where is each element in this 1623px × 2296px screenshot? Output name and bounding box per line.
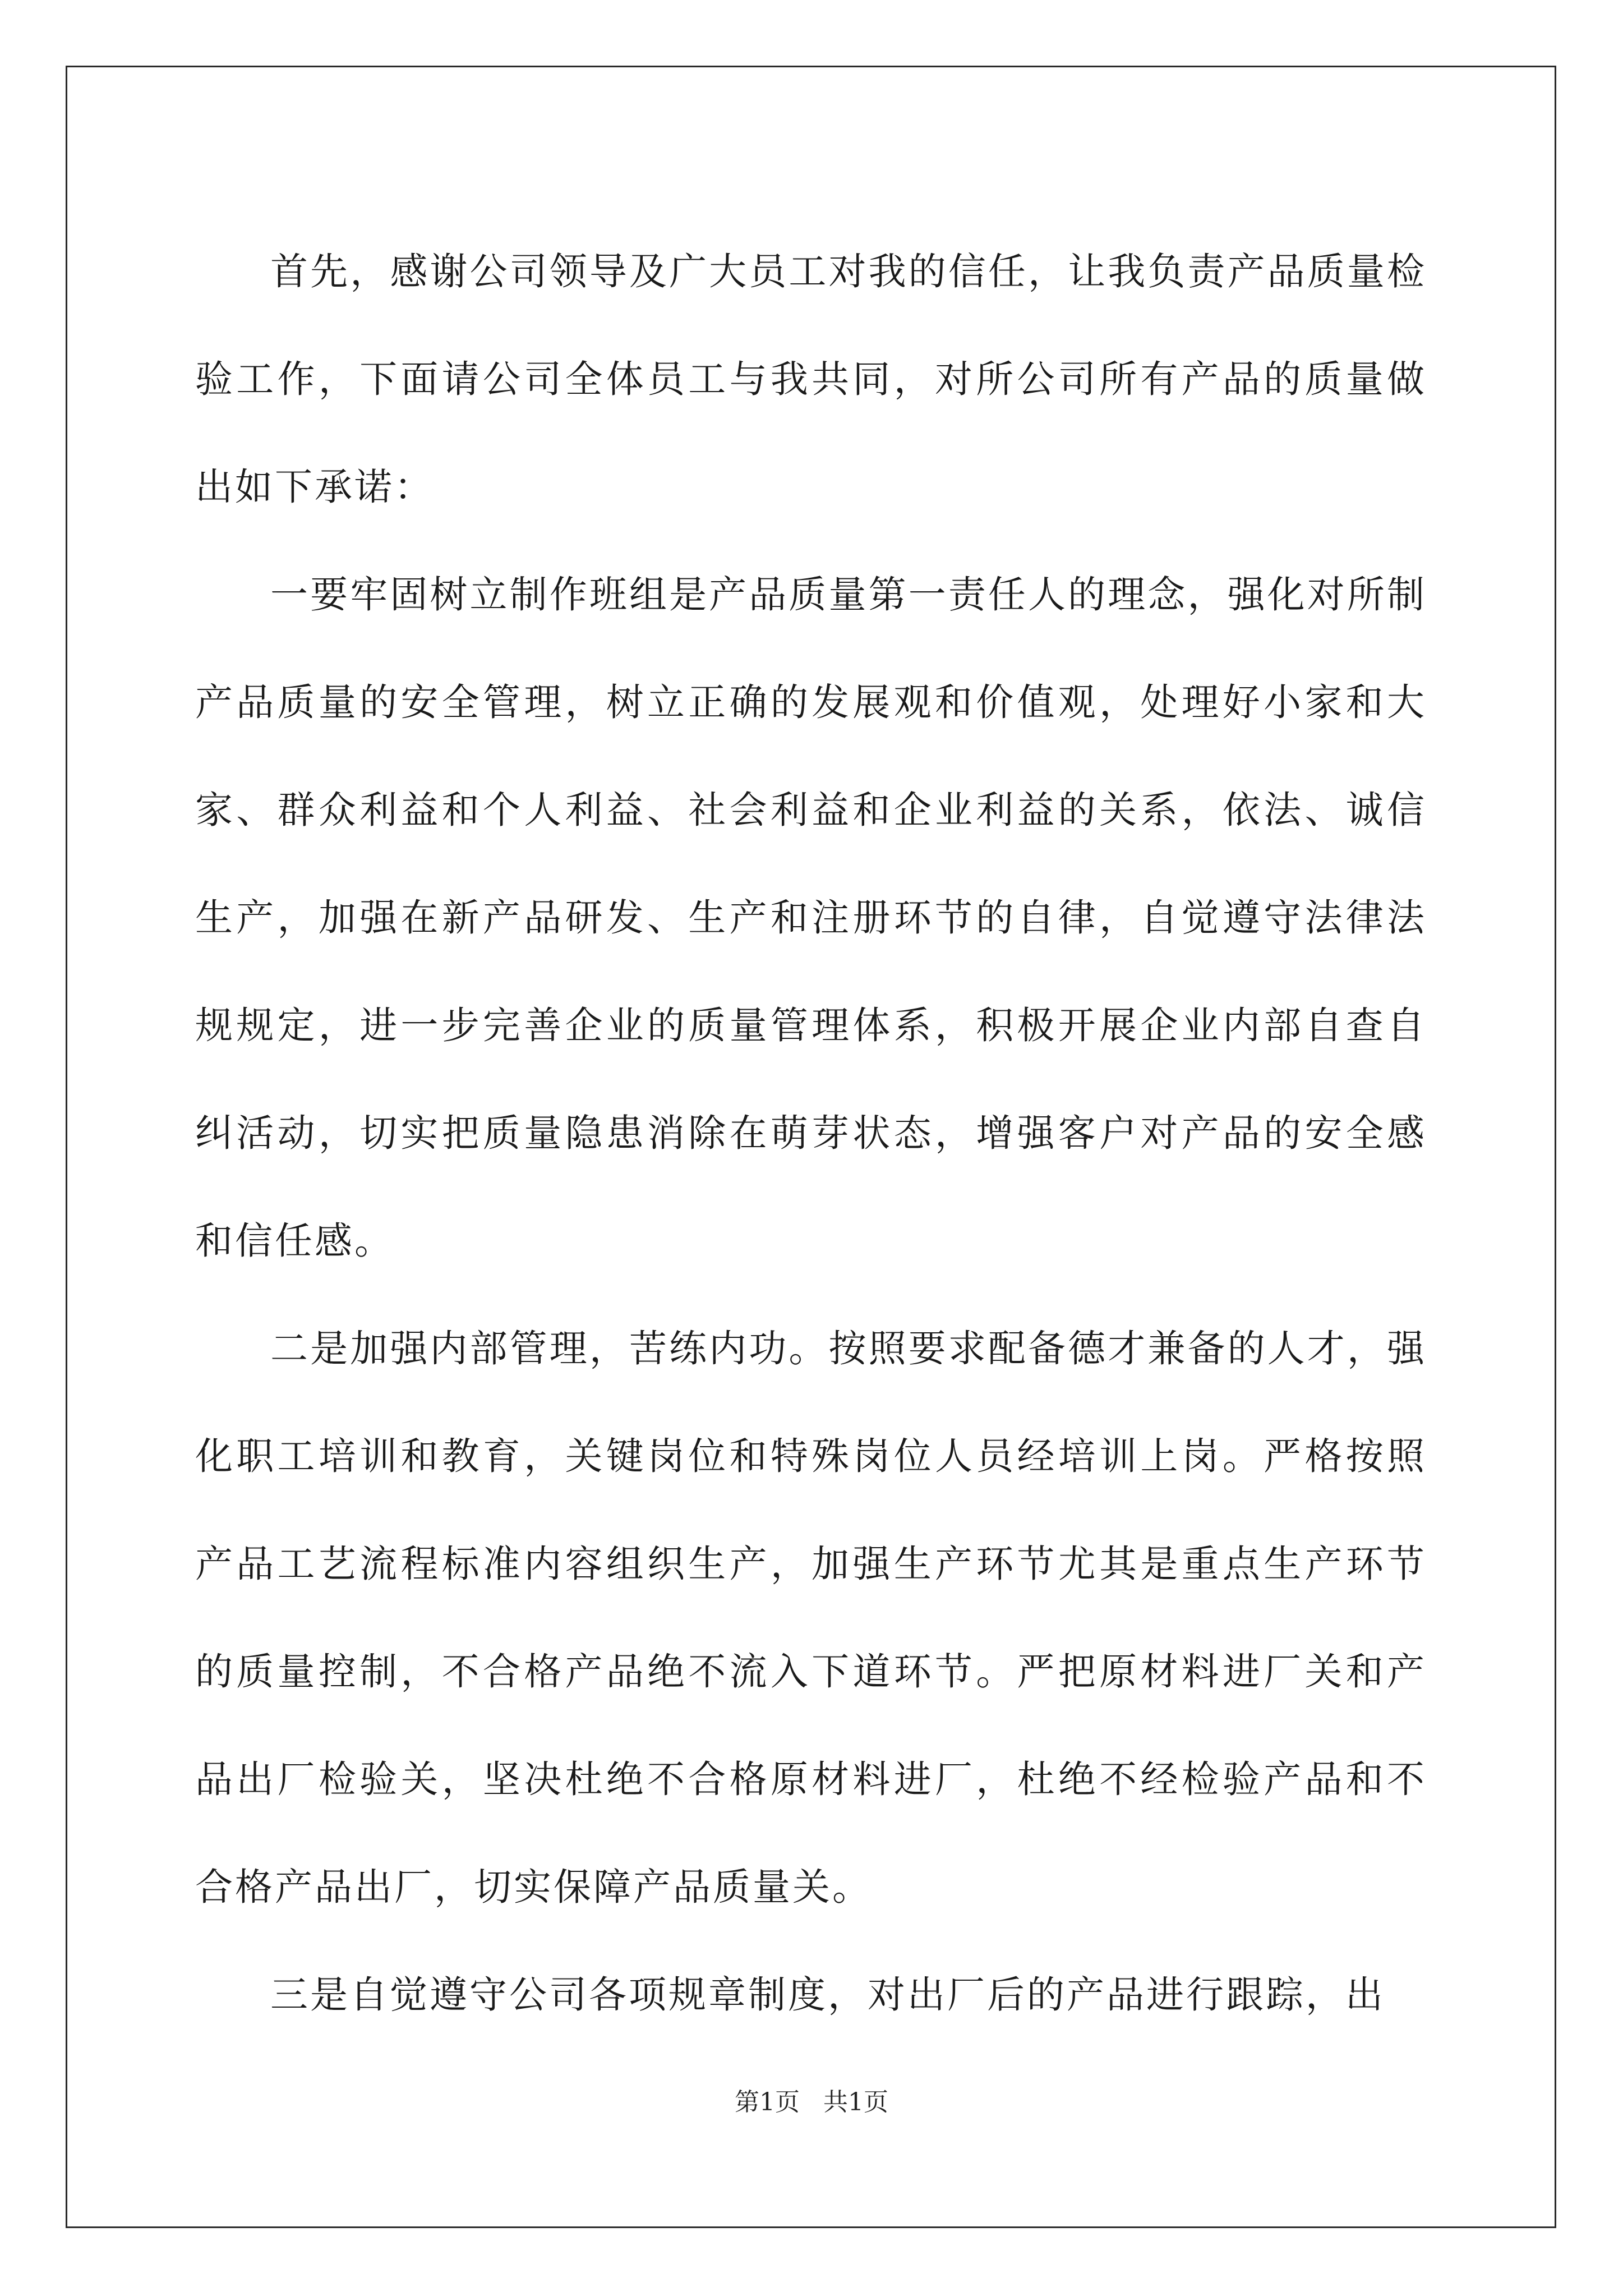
paragraph-point-three: 三是自觉遵守公司各项规章制度，对出厂后的产品进行跟踪，出 bbox=[270, 1973, 1385, 2017]
paragraph-point-one: 一要牢固树立制作班组是产品质量第一责任人的理念，强化对所制产品质量的安全管理，树立正确的发展观和价值观，处理好小家和大家、群众利益和个人利益、社会利益和企业利益的关系，依法、诚信生产，加强在新产品研发、生产和注册环节的自律，自觉遵守法律法规规定，进一步完善企业的质量管理体系，积极开展企业内部自查自纠活动，切实把质量隐患消除在萌芽状态，增强客户对产品的安全感和信任感。 bbox=[195, 573, 1427, 1263]
document-body bbox=[195, 218, 1427, 2049]
paragraph-point-two: 二是加强内部管理，苦练内功。按照要求配备德才兼备的人才，强化职工培训和教育，关键岗位和特殊岗位人员经培训上岗。严格按照产品工艺流程标准内容组织生产，加强生产环节尤其是重点生产环节的质量控制，不合格产品绝不流入下道环节。严把原材料进厂关和产品出厂检验关，坚决杜绝不合格原材料进厂，杜绝不经检验产品和不合格产品出厂，切实保障产品质量关。 bbox=[195, 1327, 1427, 1909]
paragraph-intro: 首先，感谢公司领导及广大员工对我的信任，让我负责产品质量检验工作，下面请公司全体员工与我共同，对所公司所有产品的质量做出如下承诺： bbox=[195, 250, 1427, 509]
page-number-label: 第1页 共1页 bbox=[735, 2088, 888, 2116]
page-footer bbox=[0, 2086, 1623, 2119]
